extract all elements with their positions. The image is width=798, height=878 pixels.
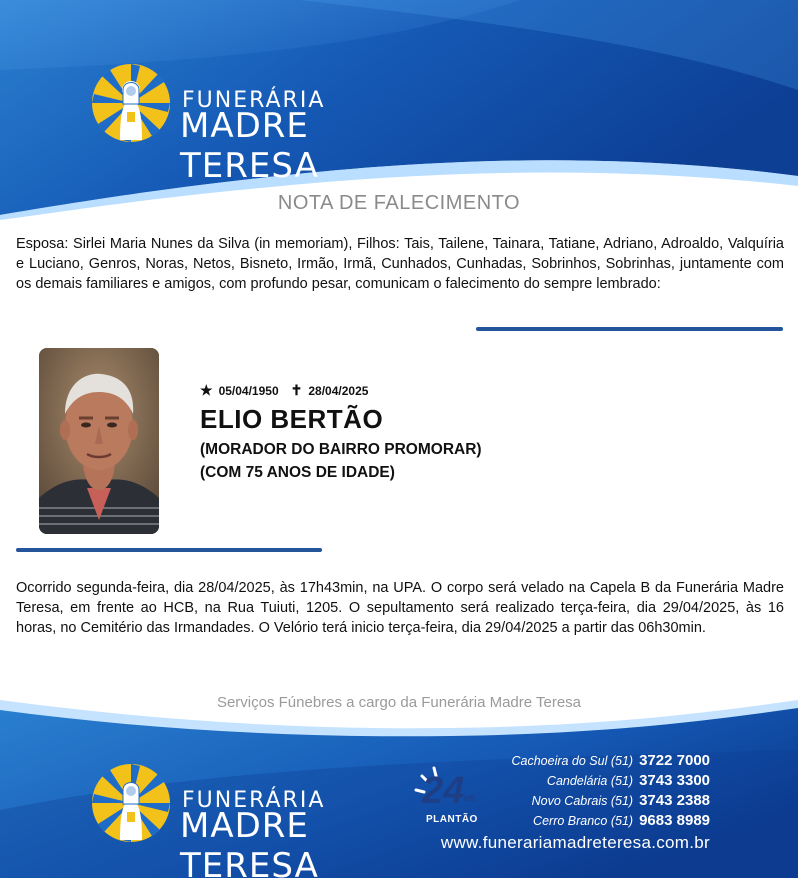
brand-name-line1: FUNERÁRIA [182,788,326,813]
brand-name-line1: FUNERÁRIA [182,88,326,113]
star-icon: ★ [200,382,213,398]
brand-name-line2: MADRE TERESA [180,806,319,878]
phone-row [470,752,710,772]
cross-icon: ✝ [290,382,303,398]
phone-row [470,792,710,812]
nun-sunburst-emblem-icon [90,762,172,844]
page-title: NOTA DE FALECIMENTO [277,192,521,214]
phone-number[interactable]: 3743 3300 [639,772,710,789]
plantao-hs: HS [464,794,476,803]
phone-number[interactable]: 3743 2388 [639,792,710,809]
phone-number[interactable]: 3722 7000 [639,752,710,769]
brand-logo-bottom [90,762,420,878]
plantao-label: PLANTÃO [426,814,478,825]
residence-note: (MORADOR DO BAIRRO PROMORAR) [200,441,482,458]
brand-logo-top [90,62,420,186]
age-note: (COM 75 ANOS DE IDADE) [200,464,395,481]
phone-city: Cerro Branco (51) [533,814,634,828]
divider-left [16,548,322,552]
death-date: 28/04/2025 [308,383,369,398]
birth-date: 05/04/1950 [218,383,279,398]
services-credit: Serviços Fúnebres a cargo da Funerária Madre Teresa [216,694,582,711]
funeral-details: Ocorrido segunda-feira, dia 28/04/2025, às 17h43min, na UPA. O corpo será velado na Capela B da Funerária Madre Teresa, em frente ao HCB, na Rua Tuiuti, 1205. O sepultamento será realizado terça-feira, dia 29/04/2025, às 16 horas, no Cemitério das Irmandades. O Velório terá inicio terça-feira, dia 29/04/2025 a partir das 06h30min. [16,580,784,636]
phone-list [470,752,710,832]
brand-name-line2: MADRE TERESA [180,106,319,186]
phone-number[interactable]: 9683 8989 [639,812,710,829]
website-link[interactable]: www.funerariamadreteresa.com.br [440,833,710,852]
deceased-name: ELIO BERTÃO [200,404,384,434]
family-announcement: Esposa: Sirlei Maria Nunes da Silva (in memoriam), Filhos: Tais, Tailene, Tainara, Tatiane, Adriano, Adroaldo, Valquíria e Luciano, Genros, Noras, Netos, Bisneto, Irmão, Irmã, Cunhados, Cunhadas, Sobrinhos, Sobrinhas, juntamente com os demais familiares e amigos, com profundo pesar, comunicam o falecimento do sempre lembrado: [16,236,784,292]
plantao-number: 24 [422,770,465,812]
deceased-photo [39,348,159,534]
phone-row [470,812,710,832]
phone-row [470,772,710,792]
phone-city: Cachoeira do Sul (51) [511,754,634,768]
divider-right [476,327,783,331]
life-dates [200,382,368,399]
phone-city: Novo Cabrais (51) [531,794,634,808]
nun-sunburst-emblem-icon [90,62,172,144]
phone-city: Candelária (51) [546,774,634,788]
